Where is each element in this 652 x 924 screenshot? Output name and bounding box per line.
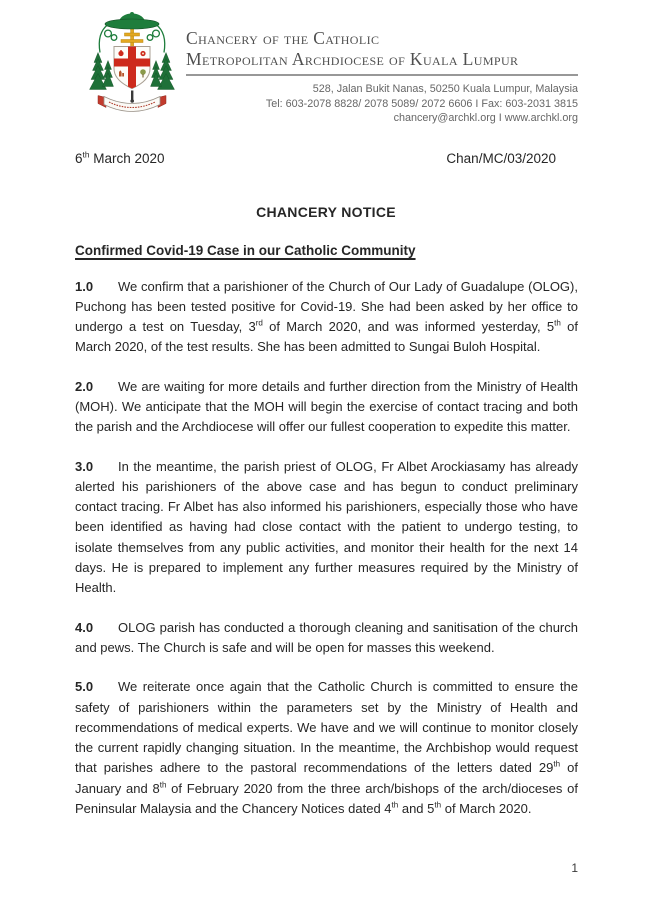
contact-block [186, 82, 578, 126]
page-number: 1 [571, 861, 578, 875]
paragraph-2-number: 2.0 [75, 378, 94, 394]
tassels-left [90, 53, 114, 90]
paragraph-2 [75, 377, 578, 438]
center-knot [130, 99, 134, 103]
paragraph-4-number: 4.0 [75, 619, 94, 635]
org-phone-fax: Tel: 603-2078 8828/ 2078 5089/ 2072 6606 I Fax: 603-2031 3815 [265, 97, 578, 110]
coat-of-arms-logo [88, 8, 176, 116]
org-address: 528, Jalan Bukit Nanas, 50250 Kuala Lumpur, Malaysia [312, 83, 578, 95]
reference-number: Chan/MC/03/2020 [446, 150, 556, 166]
paragraph-4 [75, 618, 578, 659]
letterhead [88, 8, 578, 126]
shield [114, 47, 150, 89]
paragraph-3 [75, 457, 578, 599]
letterhead-divider [186, 74, 578, 76]
paragraph-5-number: 5.0 [75, 679, 94, 695]
paragraph-1 [75, 277, 578, 358]
paragraph-1-number: 1.0 [75, 278, 94, 294]
galero-hat [105, 12, 159, 29]
org-name-line1: Chancery of the Catholic [186, 28, 380, 48]
org-name-line2: Metropolitan Archdiocese of Kuala Lumpur [186, 49, 519, 69]
paragraph-5-text: We reiterate once again that the Catholic Church is committed to ensure the safety of parishioners within the parameters set by the Ministry of Health and recommendations of medical experts. We have and we will continue to monitor closely the current rapidly changing situation. In the meantime, the Archbishop would request that parishes adhere to the pastoral recommendations of the letters dated 29th of January and 8th of February 2020 from the three arch/bishops of the arch/dioceses of Peninsular Malaysia and the Chancery Notices dated 4th and 5th of March 2020. [75, 679, 578, 817]
paragraph-2-text: We are waiting for more details and further direction from the Ministry of Health (MOH). We anticipate that the MOH will begin the exercise of contact tracing and both the parish and the Archdiocese will offer our fullest cooperation to expedite this matter. [75, 378, 578, 435]
center-cord [131, 91, 133, 100]
meta-row [75, 151, 578, 166]
paragraph-5 [75, 677, 578, 819]
subject-heading: Confirmed Covid-19 Case in our Catholic Community [75, 242, 416, 258]
notice-title: CHANCERY NOTICE [256, 203, 396, 220]
paragraph-1-text: We confirm that a parishioner of the Church of Our Lady of Guadalupe (OLOG), Puchong has been tested positive for Covid-19. She had been asked by her office to undergo a test on Tuesday, 3rd of March 2020, and was informed yesterday, 5th of March 2020, of the test results. She has been admitted to Sungai Buloh Hospital. [75, 278, 579, 355]
org-email-web: chancery@archkl.org I www.archkl.org [393, 112, 578, 124]
paragraph-4-text: OLOG parish has conducted a thorough cleaning and sanitisation of the church and pews. The Church is safe and will be open for masses this weekend. [75, 619, 578, 655]
letterhead-text [176, 8, 578, 126]
letter-date: 6th March 2020 [75, 149, 165, 166]
paragraph-3-text: In the meantime, the parish priest of OLOG, Fr Albet Arockiasamy has already alerted his parishioners of the above case and has begun to conduct preliminary contact tracing. Fr Albet has also informed his parishioners, especially those who have been identified as having had close contact with the patient to undergo testing, to isolate themselves from any public activities, and monitor their health for the next 14 days. He is prepared to implement any further measures required by the Ministry of Health. [75, 458, 578, 596]
tassels-right [151, 53, 175, 90]
paragraph-3-number: 3.0 [75, 458, 94, 474]
